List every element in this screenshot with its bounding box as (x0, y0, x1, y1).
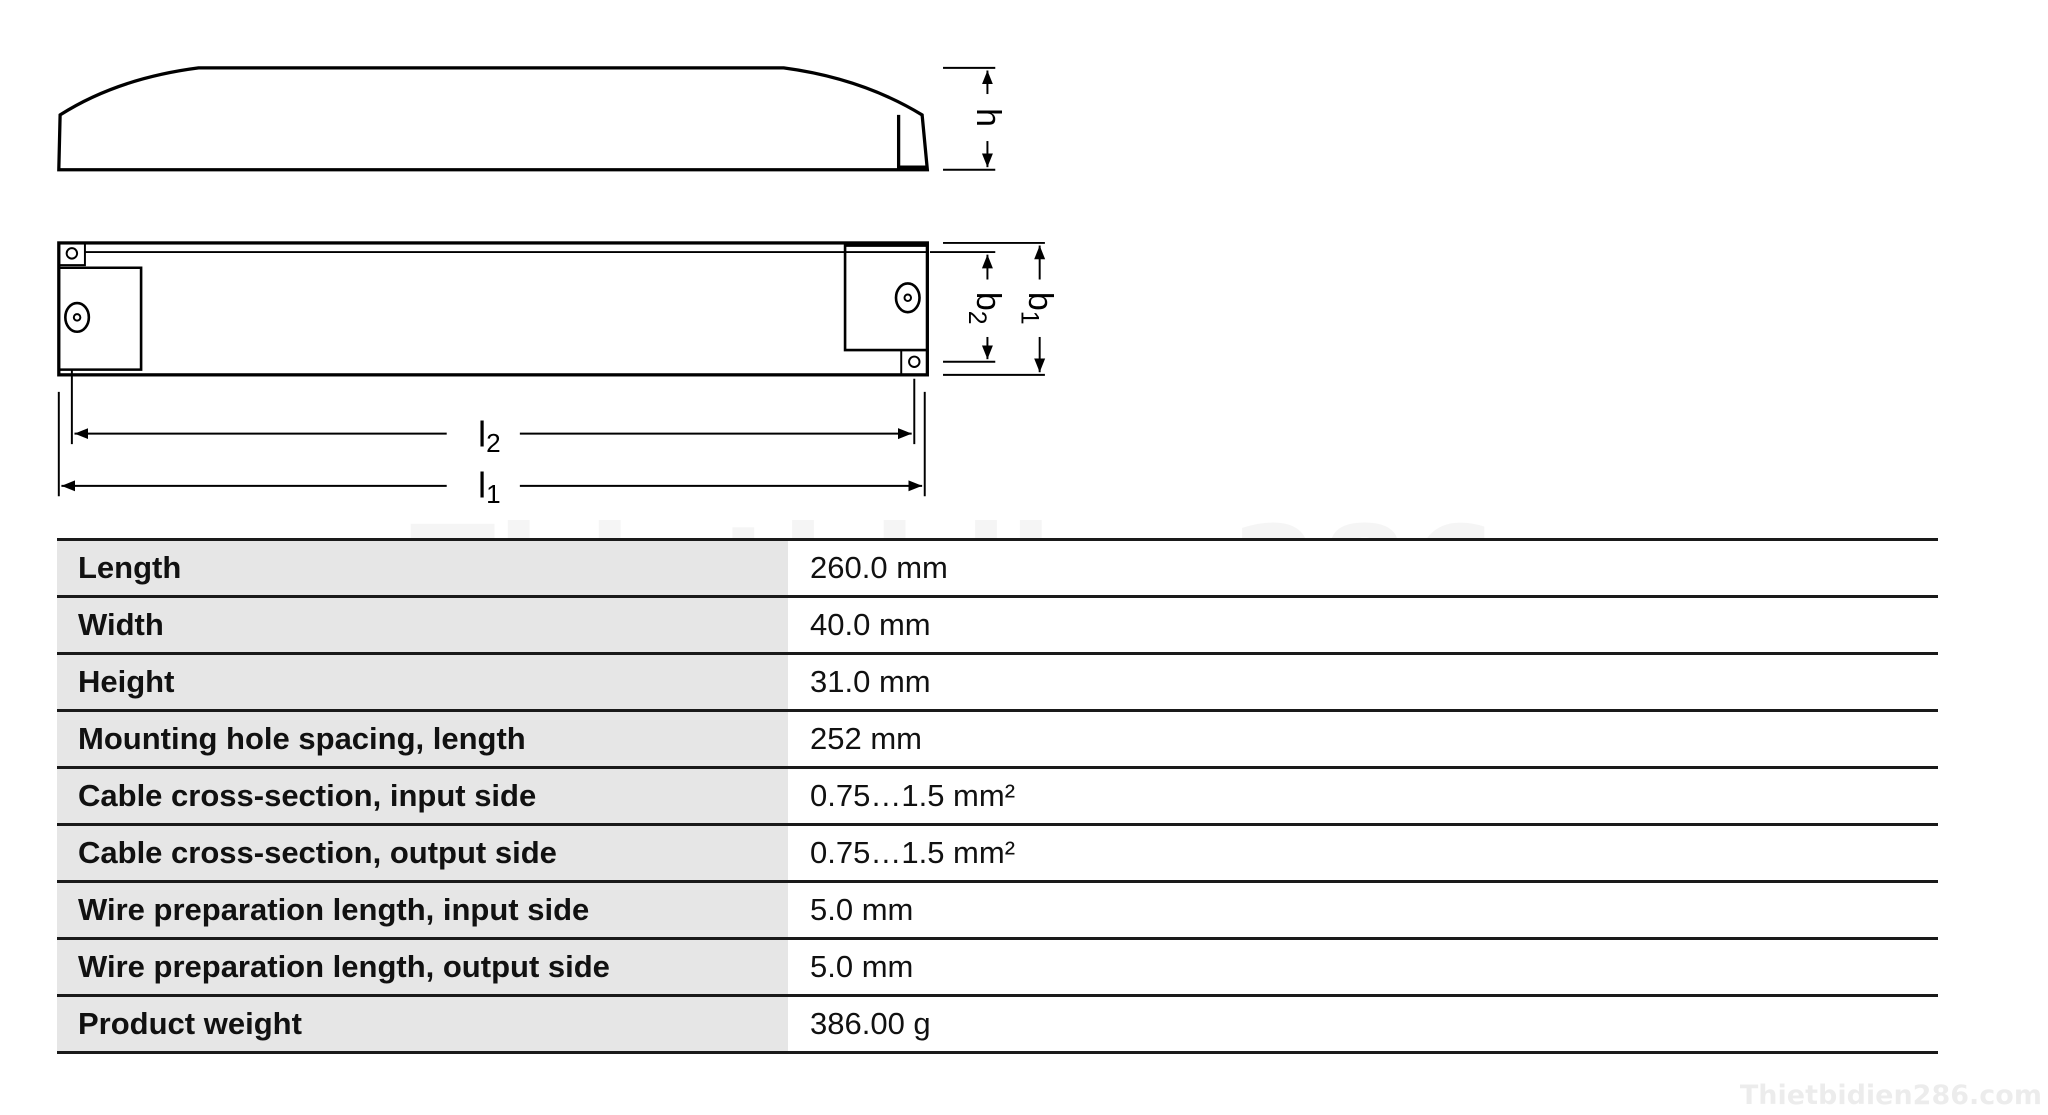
spec-label: Cable cross-section, input side (57, 768, 788, 825)
spec-value: 5.0 mm (788, 939, 1938, 996)
spec-label: Cable cross-section, output side (57, 825, 788, 882)
side-view (59, 68, 928, 170)
spec-value: 386.00 g (788, 996, 1938, 1053)
label-l2: l2 (478, 413, 501, 458)
spec-label: Mounting hole spacing, length (57, 711, 788, 768)
table-row (57, 882, 1938, 939)
label-b1: $b_1$ (1015, 291, 1060, 325)
table-row (57, 711, 1938, 768)
spec-value: 5.0 mm (788, 882, 1938, 939)
spec-value: 260.0 mm (788, 540, 1938, 597)
spec-label: Height (57, 654, 788, 711)
spec-label: Wire preparation length, output side (57, 939, 788, 996)
spec-value: 31.0 mm (788, 654, 1938, 711)
top-view (59, 243, 928, 375)
table-row (57, 654, 1938, 711)
spec-value: 0.75…1.5 mm² (788, 825, 1938, 882)
table-row (57, 825, 1938, 882)
label-h: h (968, 108, 1007, 127)
table-row (57, 939, 1938, 996)
spec-label: Wire preparation length, input side (57, 882, 788, 939)
spec-label: Length (57, 540, 788, 597)
label-b2: $b_2$ (963, 291, 1007, 325)
spec-value: 252 mm (788, 711, 1938, 768)
watermark-corner: Thietbidien286.com (1739, 1080, 2042, 1111)
spec-value: 40.0 mm (788, 597, 1938, 654)
label-l1: l1 (478, 464, 501, 509)
table-row (57, 996, 1938, 1053)
table-row (57, 768, 1938, 825)
spec-label: Product weight (57, 996, 788, 1053)
table-row (57, 540, 1938, 597)
spec-value: 0.75…1.5 mm² (788, 768, 1938, 825)
table-row (57, 597, 1938, 654)
spec-label: Width (57, 597, 788, 654)
specifications-table (57, 538, 1938, 1054)
